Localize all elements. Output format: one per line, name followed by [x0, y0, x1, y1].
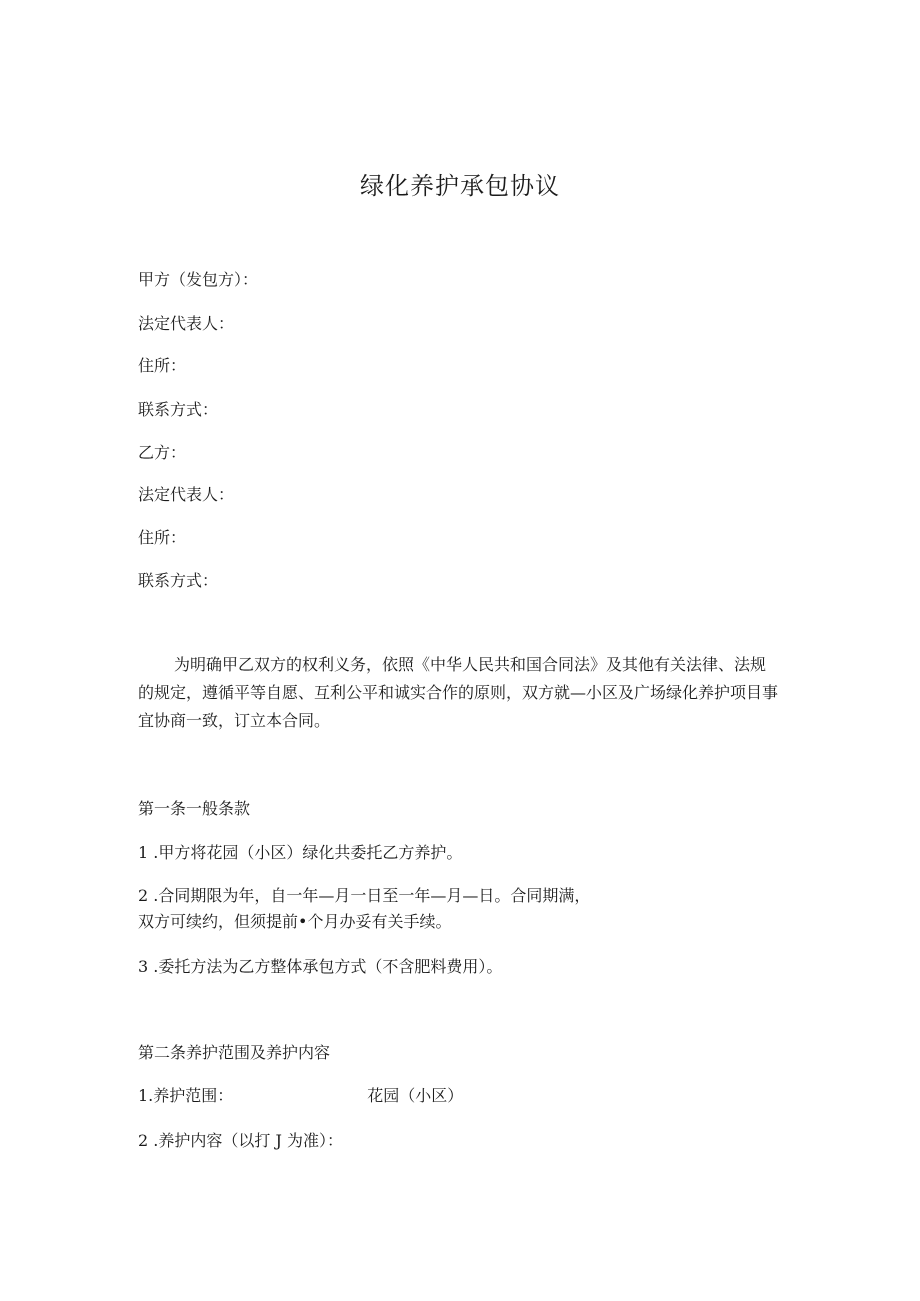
preamble-paragraph	[138, 651, 778, 735]
article-2-heading: 第二条养护范围及养护内容	[138, 1043, 331, 1062]
party-b-address-label: 住所：	[138, 528, 187, 547]
article-2-item-1	[138, 1083, 463, 1106]
party-a-address-label: 住所：	[138, 356, 187, 375]
document-title: 绿化养护承包协议	[360, 172, 560, 200]
preamble-text: 为明确甲乙双方的权利义务，依照《中华人民共和国合同法》及其他有关法律、法规的规定，遵循平等自愿、互利公平和诚实合作的原则，双方就—小区及广场绿化养护项目事宜协商一致，订立本合同。	[138, 655, 779, 730]
article-1-heading: 第一条一般条款	[138, 799, 251, 818]
party-a-representative-label: 法定代表人：	[138, 314, 235, 333]
party-a-label: 甲方（发包方）：	[138, 270, 259, 289]
party-b-label: 乙方：	[138, 443, 187, 462]
party-b-contact-label: 联系方式：	[138, 571, 219, 590]
party-a-contact-label: 联系方式：	[138, 400, 219, 419]
article-2-item-2: 2 .养护内容（以打 J 为准）：	[138, 1131, 343, 1150]
party-b-representative-label: 法定代表人：	[138, 485, 235, 504]
article-1-item-2-line-2: 双方可续约，但须提前•个月办妥有关手续。	[138, 912, 452, 931]
scope-label: 1.养护范围：	[138, 1086, 234, 1105]
scope-value: 花园（小区）	[367, 1086, 464, 1105]
article-1-item-2-line-1: 2 .合同期限为年，自一年—月一日至一年—月—日。合同期满，	[138, 886, 591, 905]
article-1-item-1: 1 .甲方将花园（小区）绿化共委托乙方养护。	[138, 843, 463, 862]
article-1-item-3: 3 .委托方法为乙方整体承包方式（不含肥料费用）。	[138, 957, 503, 976]
